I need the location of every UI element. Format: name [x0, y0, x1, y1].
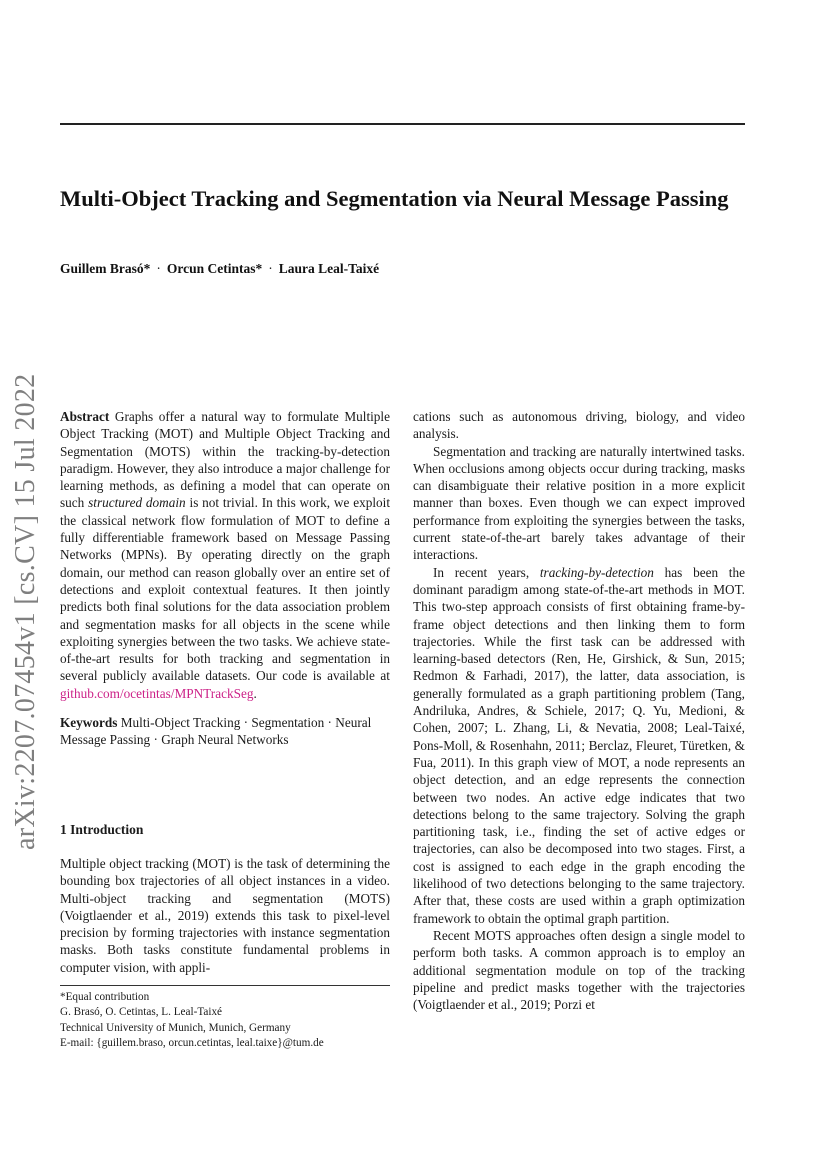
author-name: Laura Leal-Taixé	[278, 261, 380, 276]
paragraph-text: has been the dominant paradigm among state-of-the-art methods in MOT. This two-step approach consists of first obtaining frame-by-frame object detections and then linking them to form trajectories. While the first task can be addressed with learning-based detectors (Ren, He, Girshick, & Sun, 2015; Redmon & Farhadi, 2017), the latter, data association, is generally formulated as a graph partitioning problem (Tang, Andriluka, Andres, & Schiele, 2017; Q. Yu, Medioni, & Cohen, 2007; L. Zhang, Li, & Nevatia, 2008; Leal-Taixé, Pons-Moll, & Rosenhahn, 2011; Berclaz, Fleuret, Türetken, & Fua, 2011). In this graph view of MOT, a node represents an object detection, and an edge represents the connection between two nodes. An active edge indicates that two detections belong to the same trajectory. Solving the graph partitioning task, i.e., finding the set of active edges or trajectories, can also be decomposed into two stages. First, a cost is assigned to each edge in the graph encoding the likelihood of two detections belonging to the same trajectory. After that, these costs are used within a graph optimization framework to obtain the optimal graph partition.	[413, 564, 745, 926]
paragraph: cations such as autonomous driving, biology, and video analysis.	[413, 409, 745, 442]
footnotes	[60, 990, 400, 1051]
abstract-end: .	[253, 685, 257, 701]
author-separator: ·	[156, 261, 161, 276]
abstract-text: Graphs offer a natural way to formulate Multiple Object Tracking (MOT) and Multiple Object Tracking and Segmentation (MOTS) within the tracking-by-detection paradigm. However, they also introduce a major challenge for learning methods, as defining a model that can operate on such	[60, 409, 390, 511]
section-heading: 1 Introduction	[60, 822, 144, 837]
abstract-emphasis: structured domain	[88, 495, 186, 511]
author-list	[60, 261, 379, 277]
right-column	[413, 408, 745, 1013]
arxiv-identifier: arXiv:2207.07454v1 [cs.CV] 15 Jul 2022	[10, 373, 41, 850]
paragraph	[413, 564, 745, 927]
abstract	[60, 408, 390, 702]
paragraph-text: In recent years,	[433, 564, 540, 580]
footnote-line: E-mail: {guillem.braso, orcun.cetintas, leal.taixe}@tum.de	[60, 1036, 324, 1049]
keywords-text: Multi-Object Tracking · Segmentation · Neural Message Passing · Graph Neural Networks	[60, 715, 372, 748]
code-link[interactable]: github.com/ocetintas/MPNTrackSeg	[60, 685, 254, 701]
paragraph-emphasis: tracking-by-detection	[539, 564, 654, 580]
keywords-label: Keywords	[60, 715, 118, 731]
footnote-line: *Equal contribution	[60, 991, 150, 1003]
paper-title: Multi-Object Tracking and Segmentation via Neural Message Passing	[60, 186, 729, 211]
top-rule	[60, 123, 745, 125]
author-separator: ·	[268, 261, 273, 276]
keywords	[60, 714, 390, 749]
paragraph: Segmentation and tracking are naturally intertwined tasks. When occlusions among objects occur during tracking, masks can disambiguate their relative position in a more explicit manner than boxes. Even though we can expect improved performance from exploiting the synergies between the tasks, current state-of-the-art barely takes advantage of their interactions.	[413, 443, 745, 563]
abstract-text: is not trivial. In this work, we exploit the classical network flow formulation of MOT to define a fully differentiable framework based on Message Passing Networks (MPNs). By operating directly on the graph domain, our method can reason globally over an entire set of detections and exploit contextual features. It then jointly predicts both final solutions for the data association problem and segmentation masks for all objects in the scene while exploiting synergies between the two tasks. We achieve state-of-the-art results for both tracking and segmentation in several publicly available datasets. Our code is available at	[60, 495, 390, 684]
intro-paragraph: Multiple object tracking (MOT) is the task of determining the bounding box trajectories of all object instances in a video. Multi-object tracking and segmentation (MOTS) (Voigtlaender et al., 2019) extends this task to pixel-level precision by forming trajectories with instance segmentation masks. Both tasks constitute fundamental problems in computer vision, with appli-	[60, 856, 390, 975]
author-name: Orcun Cetintas*	[166, 261, 263, 276]
footnote-line: G. Brasó, O. Cetintas, L. Leal-Taixé	[60, 1006, 223, 1019]
paragraph: Recent MOTS approaches often design a single model to perform both tasks. A common approach is to employ an additional segmentation module on top of the tracking pipeline and predict masks together with the trajectories (Voigtlaender et al., 2019; Porzi et	[413, 927, 745, 1013]
author-name: Guillem Brasó*	[60, 261, 151, 276]
left-column	[60, 408, 390, 749]
footnote-rule	[60, 985, 390, 986]
abstract-label: Abstract	[60, 409, 110, 424]
footnote-line: Technical University of Munich, Munich, Germany	[60, 1021, 291, 1034]
